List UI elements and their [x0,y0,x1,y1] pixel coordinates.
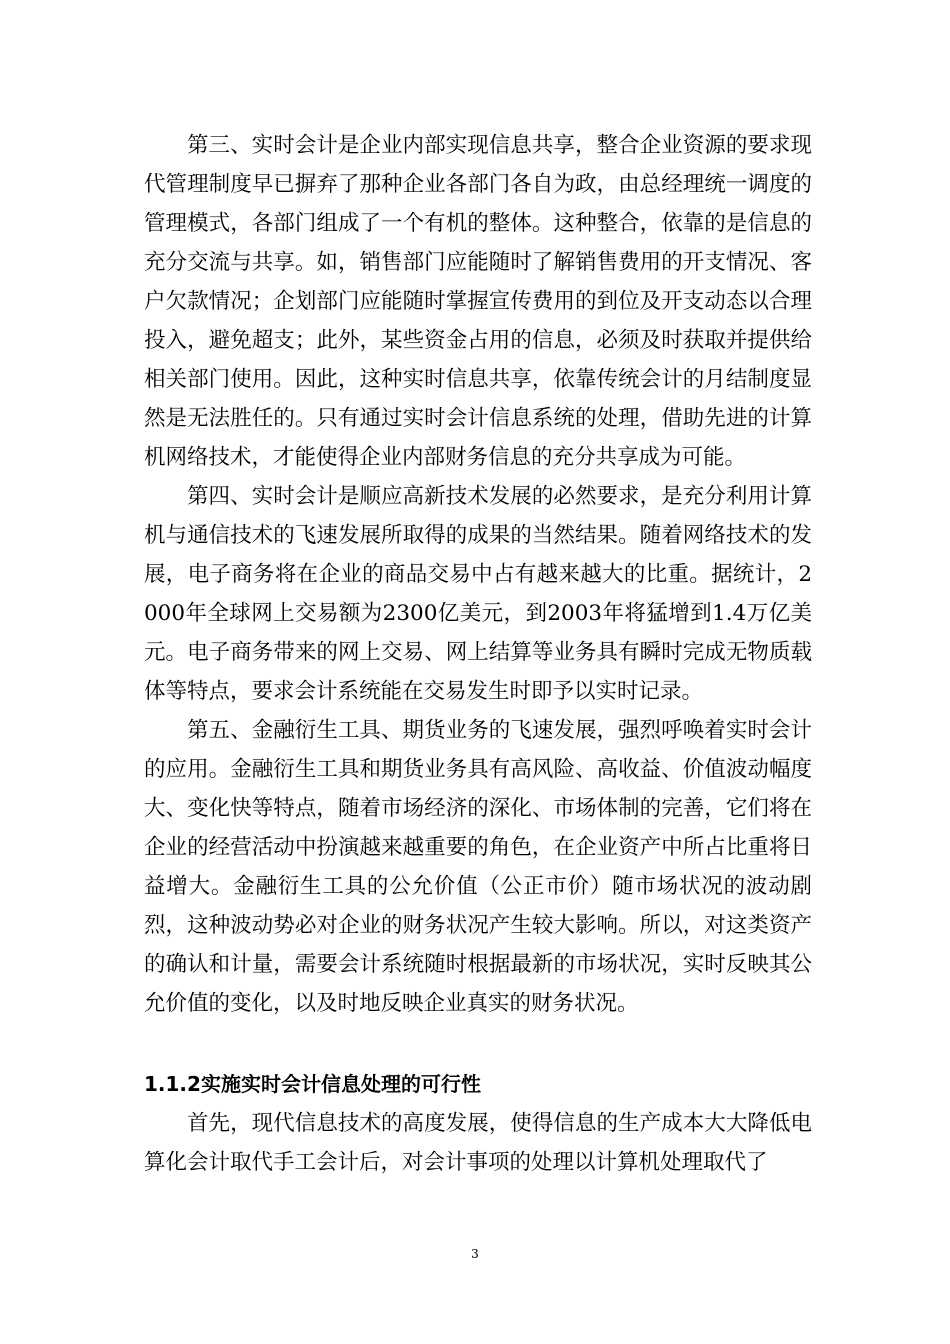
page-body [144,126,812,1182]
page-number: 3 [471,1247,479,1261]
paragraph-third: 第三、实时会计是企业内部实现信息共享，整合企业资源的要求现代管理制度早已摒弃了那种企业各部门各自为政，由总经理统一调度的管理模式，各部门组成了一个有机的整体。这种整合，依靠的是信息的充分交流与共享。如，销售部门应能随时了解销售费用的开支情况、客户欠款情况；企划部门应能随时掌握宣传费用的到位及开支动态以合理投入，避免超支；此外，某些资金占用的信息，必须及时获取并提供给相关部门使用。因此，这种实时信息共享，依靠传统会计的月结制度显然是无法胜任的。只有通过实时会计信息系统的处理，借助先进的计算机网络技术，才能使得企业内部财务信息的充分共享成为可能。 [144,133,812,470]
paragraph-first: 首先，现代信息技术的高度发展，使得信息的生产成本大大降低电算化会计取代手工会计后，对会计事项的处理以计算机处理取代了 [144,1111,812,1175]
section-heading: 1.1.2实施实时会计信息处理的可行性 [144,1072,481,1096]
paragraph-fifth: 第五、金融衍生工具、期货业务的飞速发展，强烈呼唤着实时会计的应用。金融衍生工具和期货业务具有高风险、高收益、价值波动幅度大、变化快等特点，随着市场经济的深化、市场体制的完善，它们将在企业的经营活动中扮演越来越重要的角色，在企业资产中所占比重将日益增大。金融衍生工具的公允价值（公正市价）随市场状况的波动剧烈，这种波动势必对企业的财务状况产生较大影响。所以，对这类资产的确认和计量，需要会计系统随时根据最新的市场状况，实时反映其公允价值的变化，以及时地反映企业真实的财务状况。 [144,718,812,1016]
paragraph-fourth: 第四、实时会计是顺应高新技术发展的必然要求，是充分利用计算机与通信技术的飞速发展所取得的成果的当然结果。随着网络技术的发展，电子商务将在企业的商品交易中占有越来越大的比重。据统计，2000年全球网上交易额为2300亿美元，到2003年将猛增到1.4万亿美元。电子商务带来的网上交易、网上结算等业务具有瞬时完成无物质载体等特点，要求会计系统能在交易发生时即予以实时记录。 [144,484,812,704]
